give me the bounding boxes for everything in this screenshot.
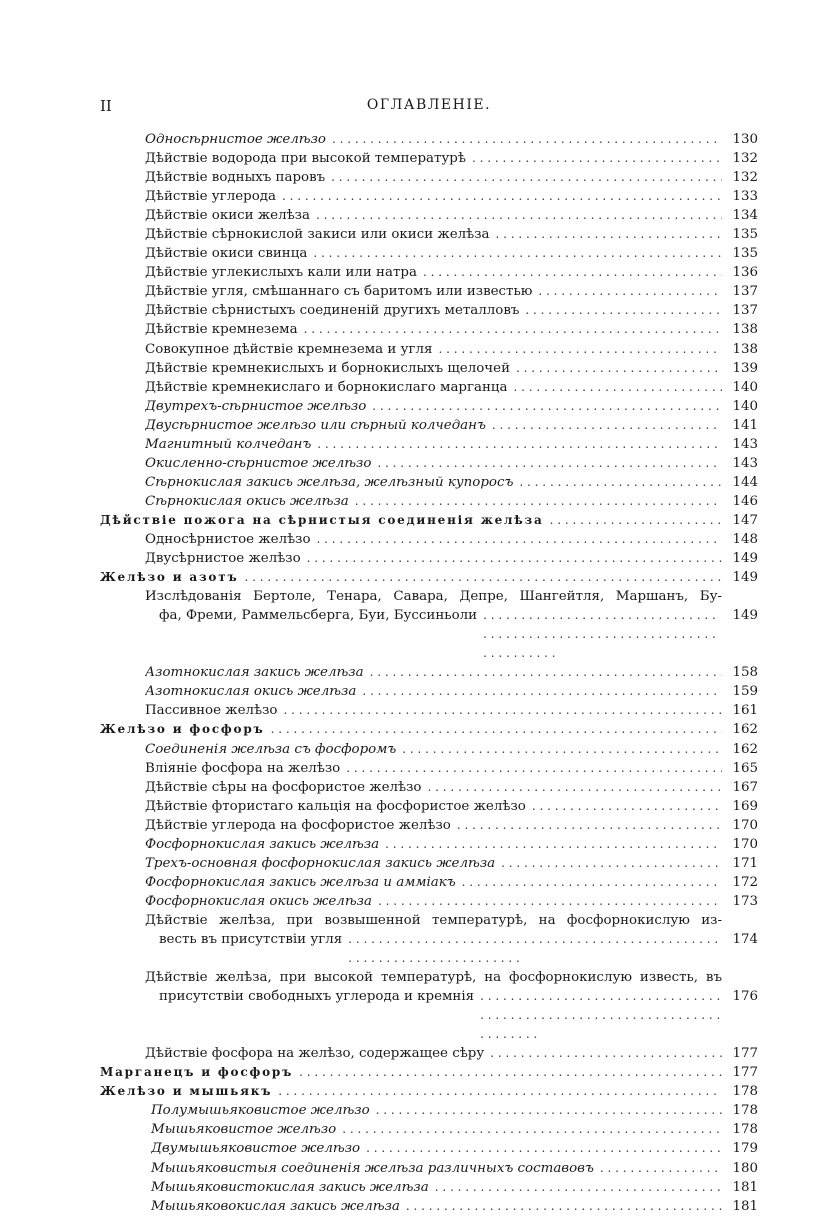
toc-entry-page: 138 [732,322,758,338]
dot-leader [550,511,722,530]
toc-entry-page: 162 [732,741,758,757]
toc-entry-page: 158 [732,665,758,681]
toc-entry [100,701,758,720]
toc-entry [100,682,758,701]
toc-entry-page: 140 [732,379,758,395]
dot-leader [427,778,722,797]
toc-entry [100,435,758,454]
toc-entry-title-line2: фа, Фреми, Раммельсберга, Буи, Буссиньоли [159,608,478,624]
dot-leader [462,873,722,892]
toc-entry-title: Мышьяковокислая закись желѣза [151,1198,400,1214]
dot-leader [402,740,722,759]
toc-entry [100,1197,758,1216]
dot-leader [600,1159,722,1178]
dot-leader [307,549,722,568]
toc-entry-page: 149 [732,608,758,624]
toc-entry [100,778,758,797]
toc-entry-page: 162 [732,722,758,738]
toc-entry-page: 172 [732,874,758,890]
dot-leader [519,473,722,492]
toc-entry-page: 149 [732,570,758,586]
toc-entry [100,1139,758,1158]
dot-leader [377,454,722,473]
toc-entry [100,816,758,835]
toc-entry-page: 132 [732,151,758,167]
toc-entry-title: Соединенія желѣза съ фосфоромъ [145,741,397,757]
dot-leader [372,397,722,416]
toc-entry-page: 177 [732,1046,758,1062]
toc-entry-title: Пассивное желѣзо [145,703,278,719]
toc-entry [100,149,758,168]
toc-entry [100,340,758,359]
toc-entry-page: 143 [732,455,758,471]
toc-entry-page: 178 [732,1103,758,1119]
dot-leader [501,854,722,873]
toc-entry [100,206,758,225]
toc-entry [100,416,758,435]
toc-entry-title: Односѣрнистое желѣзо [145,531,311,547]
toc-entry-title: Мышьяковистыя соединенія желѣза различныхъ составовъ [151,1160,594,1176]
dot-leader [299,1063,722,1082]
toc-entry-page: 130 [732,132,758,147]
dot-leader [406,1197,722,1216]
toc-entry-title: Полумышьяковистое желѣзо [151,1103,370,1119]
running-title: ОГЛАВЛЕНІЕ. [366,97,492,113]
toc-entry-page: 165 [732,760,758,776]
dot-leader [457,816,722,835]
toc-entry [100,225,758,244]
toc-entry [100,892,758,911]
toc-entry [100,397,758,416]
toc-entry-page: 161 [732,703,758,719]
toc-entry [100,587,758,663]
toc-entry-page: 144 [732,474,758,490]
toc-entry [100,1082,758,1101]
toc-entry-page: 170 [732,817,758,833]
toc-entry [100,263,758,282]
toc-entry-title: Дѣйствіе водорода при высокой температурѣ [145,151,466,167]
dot-leader [244,568,722,587]
dot-leader [376,1101,722,1120]
toc-entry-title: Дѣйствіе сѣрнокислой закиси или окиси желѣза [145,227,490,243]
toc-entry-title: Дѣйствіе кремнезема [145,322,298,338]
toc-entry-page: 134 [732,208,758,224]
dot-leader [435,1178,722,1197]
dot-leader [532,797,722,816]
dot-leader [342,1120,722,1139]
toc-entry-page: 171 [732,855,758,871]
toc-entry-page: 169 [732,798,758,814]
toc-entry [100,1159,758,1178]
toc-section-title: Дѣйствіе пожога на сѣрнистыя соединенія желѣза [100,512,544,527]
toc-entry [100,492,758,511]
toc-entry-title: Односѣрнистое желѣзо [145,132,326,147]
toc-entry-row2 [145,930,758,968]
toc-section-title: Желѣзо и фосфоръ [100,722,265,737]
toc-section-title: Марганецъ и фосфоръ [100,1065,294,1080]
toc-entry [100,511,758,530]
dot-leader [366,1139,722,1158]
toc-entry [100,1120,758,1139]
toc-entry-page: 159 [732,684,758,700]
toc-entry [100,359,758,378]
toc-entry [100,968,758,1044]
toc-entry-page: 140 [732,398,758,414]
dot-leader [331,168,722,187]
toc-entry [100,720,758,739]
toc-entry [100,378,758,397]
dot-leader [282,187,722,206]
toc-entry-page: 181 [732,1179,758,1195]
toc-entry-title-line2: присутствіи свободныхъ углерода и кремнія [159,989,475,1005]
page-number: II [100,97,112,115]
toc-entry-title: Двусѣрнистое желѣзо или сѣрный колчеданъ [145,417,486,433]
toc-entry-page: 143 [732,436,758,452]
toc-entry-page: 141 [732,417,758,433]
toc-entry-title: Сѣрнокислая закись желѣза, желѣзный купоросъ [145,474,514,490]
toc-entry [100,1101,758,1120]
toc-entry-page: 170 [732,836,758,852]
dot-leader [483,606,722,663]
dot-leader [496,225,723,244]
toc-entry-title: Двумышьяковистое желѣзо [151,1141,361,1157]
toc-entry-title: Дѣйствіе сѣрнистыхъ соединеній другихъ металловъ [145,303,520,319]
toc-entry-title: Дѣйствіе окиси желѣза [145,208,310,224]
toc-entry [100,663,758,682]
toc-entry-title-line1: Изслѣдованія Бертоле, Тенара, Савара, Депре, Шангейтля, Маршанъ, Бу- [145,589,722,605]
toc-entry-title: Дѣйствіе окиси свинца [145,246,308,262]
toc-entry-title: Сѣрнокислая окись желѣза [145,493,349,509]
toc-entry [100,549,758,568]
toc-entry [100,759,758,778]
toc-entry-page: 138 [732,341,758,357]
dot-leader [317,530,722,549]
dot-leader [346,759,722,778]
dot-leader [348,930,722,968]
toc-entry-title: Трехъ-основная фосфорнокислая закись желѣза [145,855,496,871]
toc-entry-title: Азотнокислая закись желѣза [145,665,364,681]
dot-leader [332,130,722,149]
dot-leader [271,720,722,739]
toc-entry-page: 173 [732,893,758,909]
toc-entry [100,282,758,301]
toc-entry-title-line1: Дѣйствіе желѣза, при высокой температурѣ, на фосфорнокислую известь, въ [145,970,722,986]
toc-entry [100,911,758,968]
toc-entry [100,835,758,854]
toc-entry [100,740,758,759]
dot-leader [362,682,722,701]
toc-entry [100,320,758,339]
toc-entry-title: Дѣйствіе кремнекислаго и борнокислаго марганца [145,379,508,395]
dot-leader [538,282,722,301]
toc-entry [100,301,758,320]
toc-entry-title: Вліяніе фосфора на желѣзо [145,760,341,776]
toc-entry [100,473,758,492]
toc-entry-row2 [145,987,758,1044]
page-header [100,97,758,121]
toc-entry [100,530,758,549]
toc-entry-page: 180 [732,1160,758,1176]
table-of-contents [100,130,758,1216]
dot-leader [370,663,722,682]
toc-entry-title: Дѣйствіе сѣры на фосфористое желѣзо [145,779,422,795]
toc-entry-page: 147 [732,512,758,528]
toc-entry-page: 178 [732,1122,758,1138]
toc-entry [100,454,758,473]
toc-entry-page: 148 [732,531,758,547]
toc-entry-page: 177 [732,1065,758,1081]
toc-entry-title: Окисленно-сѣрнистое желѣзо [145,455,372,471]
toc-entry-page: 167 [732,779,758,795]
toc-entry-page: 179 [732,1141,758,1157]
dot-leader [516,359,722,378]
dot-leader [304,320,722,339]
dot-leader [316,206,722,225]
toc-entry-page: 135 [732,246,758,262]
toc-entry [100,1178,758,1197]
toc-entry [100,130,758,149]
toc-entry-page: 132 [732,170,758,186]
toc-entry-title: Дѣйствіе фтористаго кальція на фосфористое желѣзо [145,798,526,814]
toc-entry-title: Фосфорнокислая закись желѣза [145,836,380,852]
toc-entry-page: 139 [732,360,758,376]
toc-entry [100,1044,758,1063]
toc-entry-title: Фосфорнокислая закись желѣза и аммiакъ [145,874,456,890]
dot-leader [438,340,722,359]
toc-entry-title: Двусѣрнистое желѣзо [145,551,301,567]
toc-entry [100,568,758,587]
toc-entry-page: 137 [732,284,758,300]
toc-entry-page: 149 [732,551,758,567]
toc-entry-page: 136 [732,265,758,281]
toc-entry [100,1063,758,1082]
toc-entry-title: Дѣйствіе водныхъ паровъ [145,170,326,186]
toc-entry-page: 137 [732,303,758,319]
toc-entry-title: Дѣйствіе угля, смѣшаннаго съ баритомъ или известью [145,284,533,300]
toc-entry-title: Дѣйствіе фосфора на желѣзо, содержащее сѣру [145,1046,485,1062]
toc-entry-title: Дѣйствіе кремнекислыхъ и борнокислыхъ щелочей [145,360,511,376]
dot-leader [278,1082,722,1101]
toc-entry [100,168,758,187]
toc-entry-title: Дѣйствіе углерода на фосфористое желѣзо [145,817,451,833]
toc-section-title: Желѣзо и азотъ [100,570,239,585]
toc-entry [100,854,758,873]
toc-entry-title: Дѣйствіе углерода [145,189,276,205]
dot-leader [514,378,722,397]
toc-entry-title: Магнитный колчеданъ [145,436,312,452]
dot-leader [317,435,722,454]
toc-entry-title: Азотнокислая окись желѣза [145,684,357,700]
toc-entry-page: 135 [732,227,758,243]
toc-entry [100,873,758,892]
dot-leader [378,892,722,911]
toc-entry-title: Двутрехъ-сѣрнистое желѣзо [145,398,367,414]
toc-entry [100,797,758,816]
dot-leader [355,492,722,511]
toc-entry-title-line1: Дѣйствіе желѣза, при возвышенной температурѣ, на фосфорнокислую из- [145,912,722,928]
toc-entry-title: Фосфорнокислая окись желѣза [145,893,372,909]
dot-leader [313,244,722,263]
dot-leader [492,416,722,435]
dot-leader [385,835,722,854]
toc-entry-title: Дѣйствіе углекислыхъ кали или натра [145,265,417,281]
toc-entry-title: Мышьяковистое желѣзо [151,1122,337,1138]
dot-leader [423,263,722,282]
toc-entry-page: 176 [732,989,758,1005]
toc-section-title: Желѣзо и мышьякъ [100,1084,273,1099]
toc-entry [100,244,758,263]
toc-entry-page: 146 [732,493,758,509]
dot-leader [525,301,722,320]
toc-entry-row2 [145,606,758,663]
toc-entry-title: Мышьяковистокислая закись желѣза [151,1179,429,1195]
dot-leader [472,149,722,168]
toc-entry [100,187,758,206]
toc-entry-page: 133 [732,189,758,205]
toc-entry-page: 174 [732,931,758,947]
dot-leader [480,987,722,1044]
dot-leader [283,701,722,720]
toc-entry-page: 181 [732,1198,758,1214]
toc-entry-title: Совокупное дѣйствіе кремнезема и угля [145,341,433,357]
toc-entry-page: 178 [732,1084,758,1100]
toc-entry-title-line2: весть въ присутствіи угля [159,931,343,947]
dot-leader [490,1044,722,1063]
